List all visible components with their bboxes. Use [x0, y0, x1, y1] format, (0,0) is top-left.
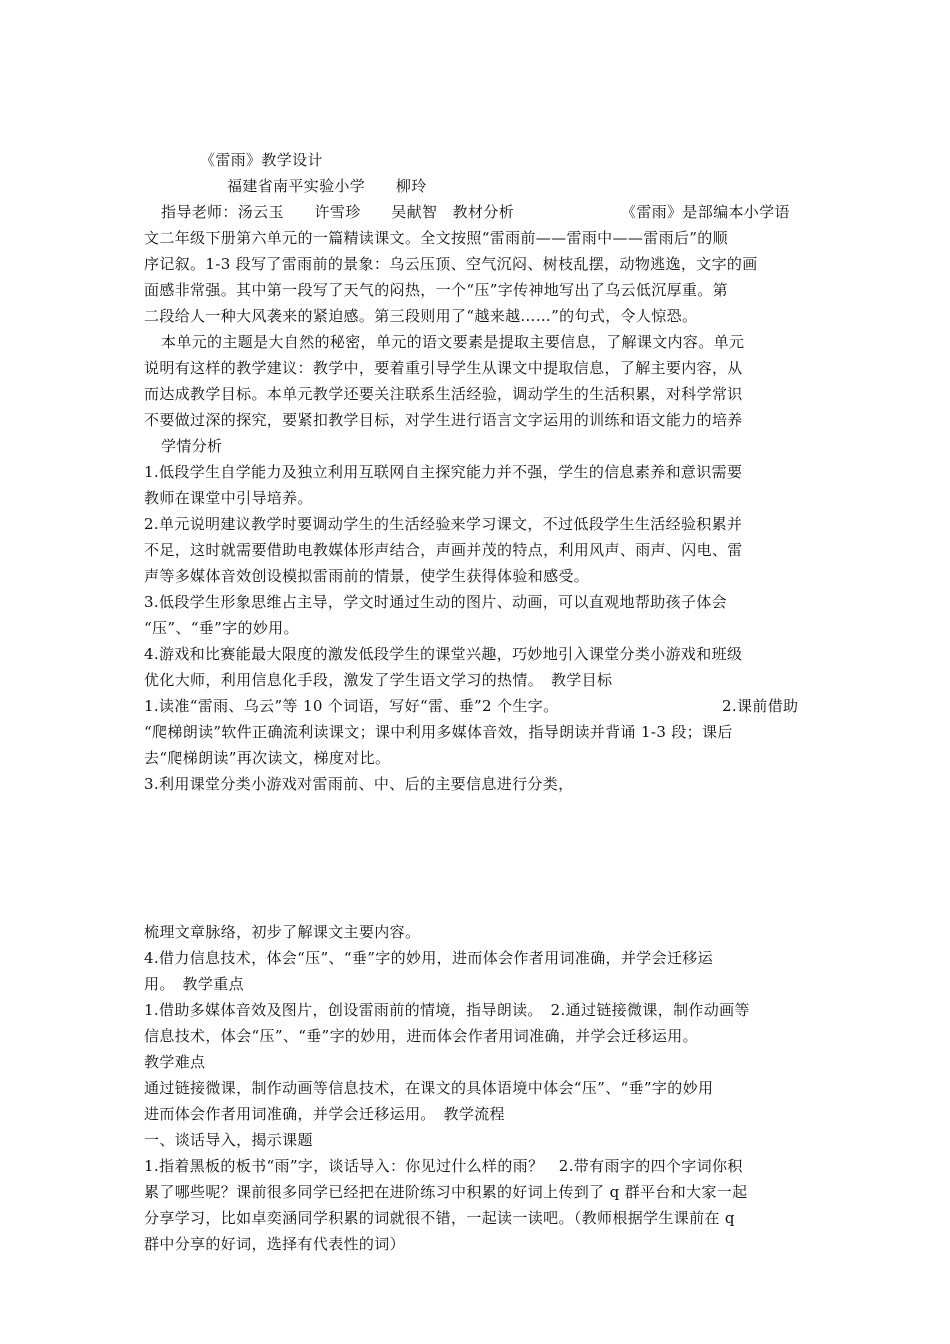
text-line: 4.游戏和比赛能最大限度的激发低段学生的课堂兴趣，巧妙地引入课堂分类小游戏和班级: [144, 645, 743, 663]
school-author: 福建省南平实验小学 柳玲: [227, 177, 427, 195]
text-line: 1.借助多媒体音效及图片，创设雷雨前的情境，指导朗读。 2.通过链接微课，制作动画等: [144, 1001, 750, 1019]
text-line: 序记叙。1-3 段写了雷雨前的景象：乌云压顶、空气沉闷、树枝乱摆，动物逃逸，文字的画: [144, 255, 758, 273]
text-line: 梳理文章脉络，初步了解课文主要内容。: [144, 923, 421, 941]
advisor-line: 指导老师：汤云玉 许雪珍 吴献智 教材分析: [161, 203, 515, 221]
text-line: 1.指着黑板的板书“雨”字，谈话导入：你见过什么样的雨？ 2.带有雨字的四个字词你积: [144, 1157, 743, 1175]
doc-title: 《雷雨》教学设计: [200, 151, 323, 169]
text-line: 累了哪些呢？课前很多同学已经把在进阶练习中积累的好词上传到了 q 群平台和大家一起: [144, 1183, 748, 1201]
text-line: 优化大师，利用信息化手段，激发了学生语文学习的热情。 教学目标: [144, 671, 613, 689]
text-line: 1.低段学生自学能力及独立利用互联网自主探究能力并不强，学生的信息素养和意识需要: [144, 463, 743, 481]
text-line: 分享学习，比如卓奕涵同学积累的词就很不错，一起读一读吧。（教师根据学生课前在 q: [144, 1209, 735, 1227]
text-line: 本单元的主题是大自然的秘密，单元的语文要素是提取主要信息，了解课文内容。单元: [161, 333, 745, 351]
text-line: 群中分享的好词，选择有代表性的词）: [144, 1235, 405, 1253]
intro-right: 《雷雨》是部编本小学语: [621, 203, 790, 221]
text-line: 而达成教学目标。本单元教学还要关注联系生活经验，调动学生的生活积累，对科学常识: [144, 385, 743, 403]
text-line: 通过链接微课，制作动画等信息技术，在课文的具体语境中体会“压”、“垂”字的妙用: [144, 1079, 714, 1097]
text-line: 不足，这时就需要借助电教媒体形声结合，声画并茂的特点，利用风声、雨声、闪电、雷: [144, 541, 743, 559]
text-line: 教师在课堂中引导培养。: [144, 489, 313, 507]
text-line: “爬梯朗读”软件正确流利读课文；课中利用多媒体音效，指导朗读并背诵 1-3 段；课后: [144, 723, 733, 741]
heading-xueqing: 学情分析: [161, 437, 223, 455]
text-line: 用。 教学重点: [144, 975, 244, 993]
text-line: 文二年级下册第六单元的一篇精读课文。全文按照“雷雨前——雷雨中——雷雨后”的顺: [144, 229, 728, 247]
heading-nandian: 教学难点: [144, 1053, 206, 1071]
step-1-heading: 一、谈话导入，揭示课题: [144, 1131, 313, 1149]
text-line: “压”、“垂”字的妙用。: [144, 619, 299, 637]
goal-3: 3.利用课堂分类小游戏对雷雨前、中、后的主要信息进行分类，: [144, 775, 574, 793]
text-line: 信息技术，体会“压”、“垂”字的妙用，进而体会作者用词准确，并学会迁移运用。: [144, 1027, 698, 1045]
text-line: 2.单元说明建议教学时要调动学生的生活经验来学习课文，不过低段学生生活经验积累并: [144, 515, 743, 533]
text-line: 声等多媒体音效创设模拟雷雨前的情景，使学生获得体验和感受。: [144, 567, 590, 585]
text-line: 二段给人一种大风袭来的紧迫感。第三段则用了“越来越……”的句式，令人惊恐。: [144, 307, 698, 325]
text-line: 4.借力信息技术，体会“压”、“垂”字的妙用，进而体会作者用词准确，并学会迁移运: [144, 949, 713, 967]
text-line: 去“爬梯朗读”再次读文，梯度对比。: [144, 749, 391, 767]
text-line: 面感非常强。其中第一段写了天气的闷热，一个“压”字传神地写出了乌云低沉厚重。第: [144, 281, 728, 299]
text-line: 不要做过深的探究，要紧扣教学目标，对学生进行语言文字运用的训练和语文能力的培养: [144, 411, 743, 429]
goal-2-start: 2.课前借助: [722, 697, 799, 715]
goal-1: 1.读准“雷雨、乌云”等 10 个词语，写好“雷、垂”2 个生字。: [144, 697, 559, 715]
text-line: 3.低段学生形象思维占主导，学文时通过生动的图片、动画，可以直观地帮助孩子体会: [144, 593, 727, 611]
text-line: 说明有这样的教学建议：教学中，要着重引导学生从课文中提取信息，了解主要内容，从: [144, 359, 743, 377]
text-line: 进而体会作者用词准确，并学会迁移运用。 教学流程: [144, 1105, 505, 1123]
